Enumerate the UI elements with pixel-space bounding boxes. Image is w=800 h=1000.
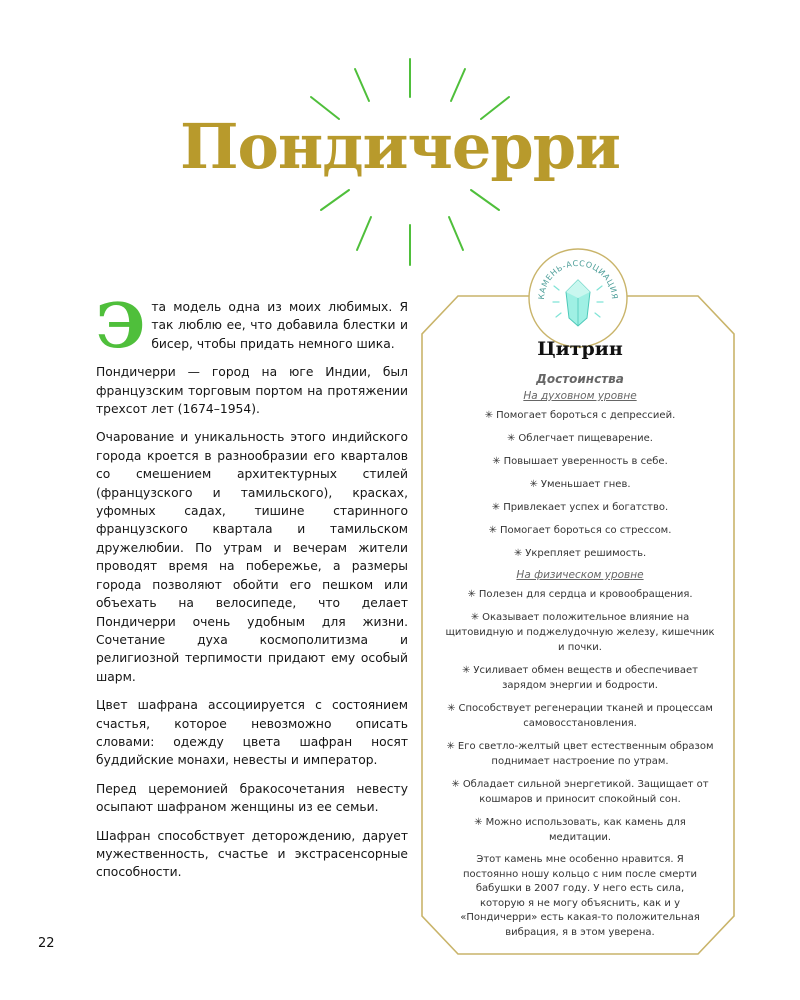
- list-item: ✳ Его светло-желтый цвет естественным образом поднимает настроение по утрам.: [446, 741, 714, 767]
- list-item: ✳ Уменьшает гнев.: [529, 479, 631, 490]
- list-item: ✳ Можно использовать, как камень для медитации.: [474, 817, 686, 843]
- paragraph-text: та модель одна из моих любимых. Я так люблю ее, что добавила блестки и бисер, чтобы придать немного шика.: [151, 300, 408, 351]
- star-bullet-icon: ✳: [467, 589, 476, 600]
- closing-note: Этот камень мне особенно нравится. Я постоянно ношу кольцо с ним после смерти бабушки в 2007 году. У него есть сила, которую я не могу объяснить, как и у «Пондичерри» есть какая-то положительная вибрация, я в этом уверена.: [460, 854, 700, 938]
- article-paragraph: Цвет шафрана ассоциируется с состоянием счастья, которое невозможно описать словами: одежду цвета шафран носят буддийские монахи, невесты и император.: [96, 698, 408, 768]
- list-item: ✳ Повышает уверенность в себе.: [492, 456, 668, 467]
- list-item: ✳ Обладает сильной энергетикой. Защищает от кошмаров и приносит спокойный сон.: [451, 779, 709, 805]
- star-bullet-icon: ✳: [492, 456, 501, 467]
- star-bullet-icon: ✳: [507, 433, 516, 444]
- list-item: ✳ Усиливает обмен веществ и обеспечивает зарядом энергии и бодрости.: [462, 665, 698, 691]
- star-bullet-icon: ✳: [446, 741, 455, 752]
- physical-list: [444, 587, 716, 845]
- spiritual-heading: На духовном уровне: [523, 390, 637, 402]
- list-item: ✳ Облегчает пищеварение.: [507, 433, 653, 444]
- section-title: Достоинства: [536, 372, 624, 386]
- list-item: ✳ Способствует регенерации тканей и процессам самовосстановления.: [447, 703, 713, 729]
- article-paragraph: Очарование и уникальность этого индийского города кроется в разнообразии его кварталов со смешением архитектурных стилей (французского и тамильского), красках, уфомных садах, тишине старинного французского квартала и тамильском дружелюбии. По утрам и вечерам жители проводят время на побережье, а размеры города позволяют обойти его пешком или объехать на велосипеде, что делает Пондичерри очень удобным для жизни. Сочетание духа космополитизма и религиозной терпимости придают ему особый шарм.: [96, 430, 408, 684]
- star-bullet-icon: ✳: [484, 410, 494, 421]
- star-bullet-icon: ✳: [470, 612, 480, 623]
- list-item: ✳ Помогает бороться со стрессом.: [488, 525, 672, 536]
- stone-card-body: [444, 338, 716, 940]
- stone-name: Цитрин: [537, 338, 623, 360]
- page-title: Пондичерри: [179, 110, 621, 183]
- list-item: ✳ Привлекает успех и богатство.: [491, 502, 669, 513]
- star-bullet-icon: ✳: [488, 525, 497, 536]
- article-paragraph: Шафран способствует деторождению, дарует мужественность, счастье и экстрасенсорные способности.: [96, 828, 408, 880]
- star-bullet-icon: ✳: [447, 703, 456, 714]
- list-item: ✳ Помогает бороться с депрессией.: [484, 410, 676, 421]
- list-item: ✳ Полезен для сердца и кровообращения.: [467, 589, 693, 600]
- drop-cap: Э: [96, 289, 146, 362]
- page-number: 22: [38, 936, 55, 951]
- article-paragraph: Перед церемонией бракосочетания невесту осыпают шафраном женщины из ее семьи.: [96, 781, 408, 815]
- badge-label: КАМЕНЬ-АССОЦИАЦИЯ: [536, 258, 620, 300]
- physical-heading: На физическом уровне: [516, 569, 644, 581]
- article-paragraph: [96, 289, 408, 362]
- star-bullet-icon: ✳: [451, 779, 460, 790]
- list-item: ✳ Оказывает положительное влияние на щитовидную и поджелудочную железу, кишечник и почки.: [445, 612, 715, 653]
- stone-badge: [526, 246, 630, 350]
- star-bullet-icon: ✳: [474, 817, 483, 828]
- star-bullet-icon: ✳: [529, 479, 538, 490]
- star-bullet-icon: ✳: [462, 665, 471, 676]
- list-item: ✳ Укрепляет решимость.: [513, 548, 647, 559]
- article-paragraph: Пондичерри — город на юге Индии, был французским торговым портом на протяжении трехсот лет (1674–1954).: [96, 365, 408, 417]
- spiritual-list: [444, 408, 716, 561]
- star-bullet-icon: ✳: [513, 548, 523, 559]
- article-body: [96, 289, 408, 892]
- star-bullet-icon: ✳: [491, 502, 501, 513]
